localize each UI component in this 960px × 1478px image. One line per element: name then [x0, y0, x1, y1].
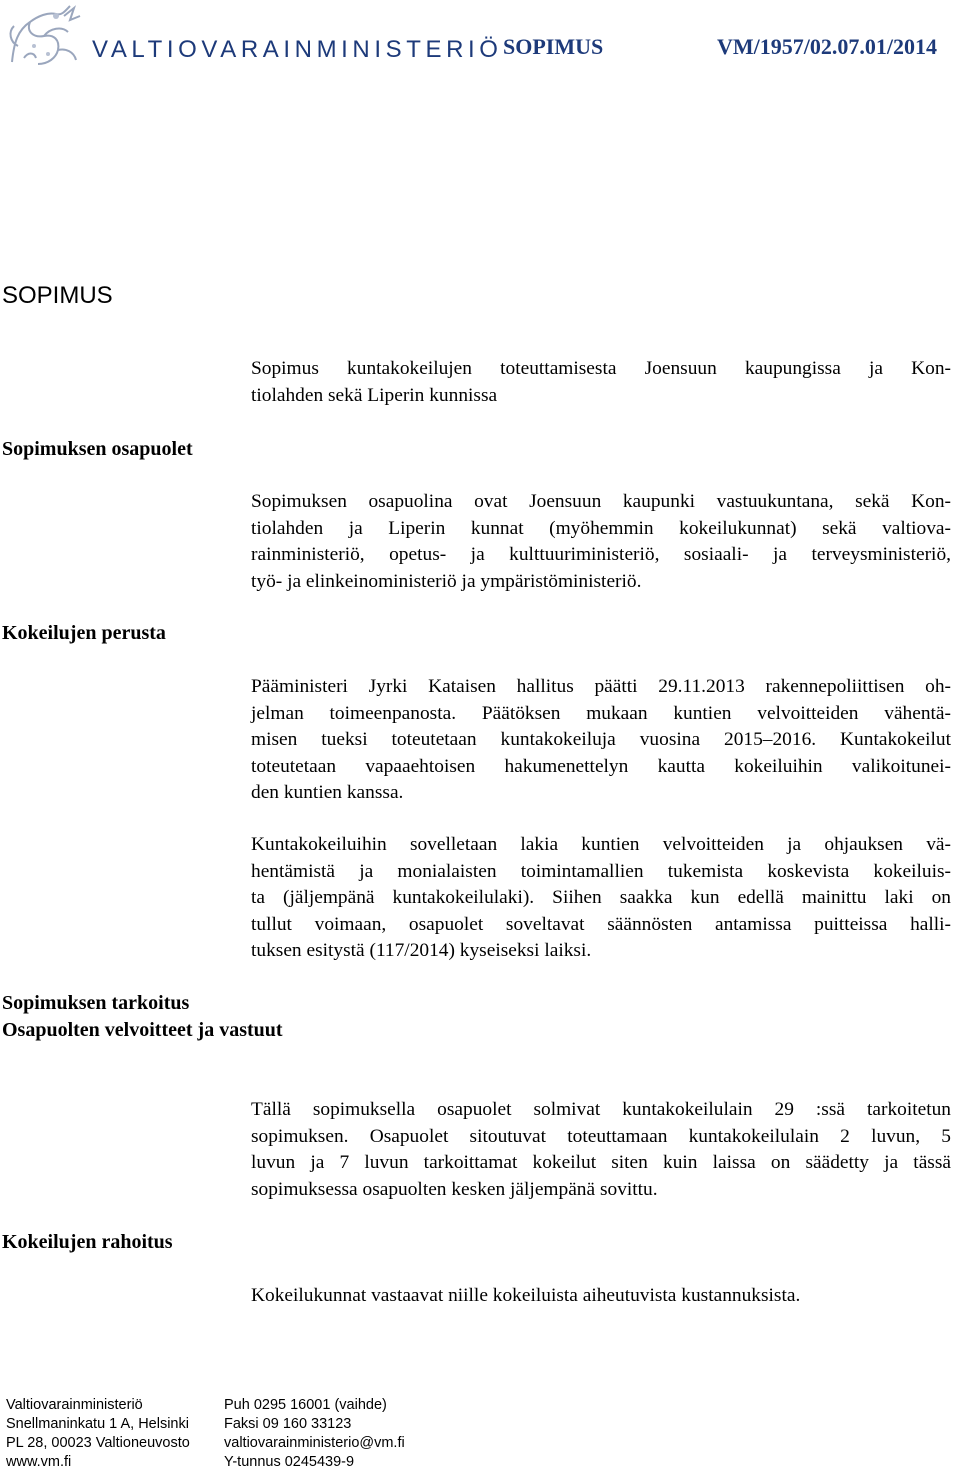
text-line: sopimuksen. Osapuolet sitoutuvat toteuttamaan kuntakokeilulain 2 luvun, 5: [251, 1125, 951, 1147]
text-line: Kuntakokeiluihin sovelletaan lakia kuntien velvoitteiden ja ohjauksen vä-: [251, 834, 951, 855]
text-line: Sopimuksen osapuolina ovat Joensuun kaupunki vastuukuntana, sekä Kon-: [251, 491, 951, 512]
heading-perusta: Kokeilujen perusta: [2, 622, 166, 644]
text-line: tiolahden ja Liperin kunnat (myöhemmin kokeilukunnat) sekä valtiova-: [251, 517, 951, 539]
footer-line: PL 28, 00023 Valtioneuvosto: [6, 1435, 190, 1451]
text-line: toteutetaan vapaaehtoisen hakumenettelyn kautta kokeiluihin valikoitunei-: [251, 755, 951, 777]
footer-line: Valtiovarainministeriö: [6, 1397, 143, 1413]
text-line: Sopimus kuntakokeilujen toteuttamisesta Joensuun kaupungissa ja Kon-: [251, 358, 951, 379]
text-line: sopimuksessa osapuolten kesken jäljempänä sovittu.: [251, 1178, 658, 1200]
text-line: Pääministeri Jyrki Kataisen hallitus päätti 29.11.2013 rakennepoliittisen oh-: [251, 676, 951, 697]
rahoitus-paragraph: [251, 1283, 951, 1310]
text-line: luvun ja 7 luvun tarkoittamat kokeilut siten kuin laissa on säädetty ja tässä: [251, 1152, 951, 1174]
footer-line: Y-tunnus 0245439-9: [224, 1454, 355, 1470]
footer-line: Faksi 09 160 33123: [224, 1416, 352, 1432]
tarkoitus-paragraph: [251, 1097, 951, 1203]
ministry-name: VALTIOVARAINMINISTERIÖ: [92, 36, 503, 63]
subject-paragraph: [251, 356, 951, 409]
heading-velvoitteet: Osapuolten velvoitteet ja vastuut: [2, 1019, 283, 1041]
header-doc-type: SOPIMUS: [503, 34, 604, 59]
perusta-paragraph-2: [251, 832, 951, 965]
text-line: den kuntien kanssa.: [251, 782, 404, 804]
heading-rahoitus: Kokeilujen rahoitus: [2, 1231, 173, 1253]
perusta-paragraph-1: [251, 674, 951, 807]
ministry-lion-logo-icon: [4, 2, 84, 70]
text-line: hentämistä ja monialaisten toimintamallien tukemista koskevista kokeiluis-: [251, 860, 951, 882]
text-line: Tällä sopimuksella osapuolet solmivat kuntakokeilulain 29 :ssä tarkoitetun: [251, 1099, 951, 1120]
heading-osapuolet: Sopimuksen osapuolet: [2, 438, 193, 460]
header-reference: VM/1957/02.07.01/2014: [717, 34, 937, 59]
text-line: työ- ja elinkeinoministeriö ja ympäristöministeriö.: [251, 570, 642, 592]
osapuolet-paragraph: [251, 489, 951, 595]
footer-email-link[interactable]: valtiovarainministerio@vm.fi: [224, 1435, 405, 1451]
text-line: tuksen esitystä (117/2014) kyseiseksi laiksi.: [251, 940, 592, 962]
footer-link[interactable]: www.vm.fi: [6, 1454, 72, 1470]
text-line: tullut voimaan, osapuolet soveltavat säännösten antamissa puitteissa halli-: [251, 913, 951, 935]
document-title: SOPIMUS: [2, 282, 113, 309]
text-line: Kokeilukunnat vastaavat niille kokeiluista aiheutuvista kustannuksista.: [251, 1285, 801, 1306]
heading-tarkoitus: Sopimuksen tarkoitus: [2, 992, 190, 1014]
text-line: misen tueksi toteutetaan kuntakokeiluja vuosina 2015–2016. Kuntakokeilut: [251, 729, 951, 751]
text-line: jelman toimeenpanosta. Päätöksen mukaan kuntien velvoitteiden vähentä-: [251, 702, 951, 724]
footer-line: Puh 0295 16001 (vaihde): [224, 1397, 387, 1413]
text-line: rainministeriö, opetus- ja kulttuuriministeriö, sosiaali- ja terveysministeriö,: [251, 544, 951, 566]
footer-contact: [224, 1396, 405, 1472]
footer-line: Snellmaninkatu 1 A, Helsinki: [6, 1416, 189, 1432]
text-line: tiolahden sekä Liperin kunnissa: [251, 384, 498, 406]
text-line: ta (jäljempänä kuntakokeilulaki). Siihen saakka kun edellä mainittu laki on: [251, 887, 951, 909]
footer-address: [6, 1396, 190, 1472]
